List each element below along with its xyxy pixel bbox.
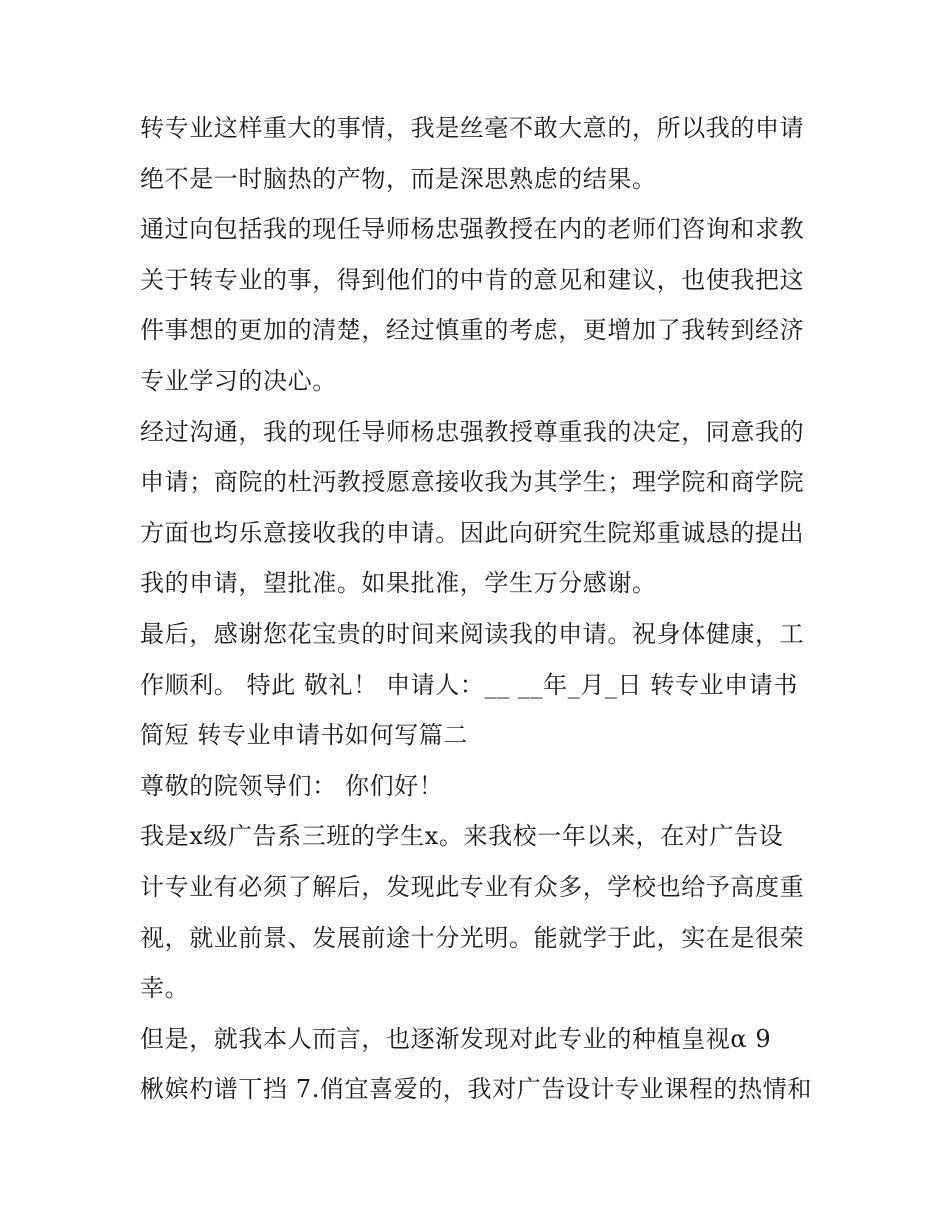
text-line: 幸。	[140, 974, 190, 1003]
text-line: 件事想的更加的清楚，经过慎重的考虑，更增加了我转到经济	[140, 316, 805, 345]
text-line: 通过向包括我的现任导师杨忠强教授在内的老师们咨询和求教	[140, 215, 805, 244]
text-line: 尊敬的院领导们： 你们好！	[140, 771, 444, 800]
text-line: 绝不是一时脑热的产物，而是深思熟虑的结果。	[140, 164, 657, 193]
text-line: 我的申请，望批准。如果批准，学生万分感谢。	[140, 569, 657, 598]
text-line: 最后，感谢您花宝贵的时间来阅读我的申请。祝身体健康，工	[140, 619, 805, 648]
text-line: 视，就业前景、发展前途十分光明。能就学于此，实在是很荣	[140, 923, 805, 952]
text-line: 但是，就我本人而言，也逐渐发现对此专业的种植皇视α 9	[140, 1024, 772, 1053]
text-line: 关于转专业的事，得到他们的中肯的意见和建议，也使我把这	[140, 265, 805, 294]
text-line: 我是x级广告系三班的学生x。来我校一年以来，在对广告设	[140, 822, 784, 851]
text-line: 申请；商院的杜沔教授愿意接收我为其学生；理学院和商学院	[140, 468, 805, 497]
text-line: 计专业有必须了解后，发现此专业有众多，学校也给予高度重	[140, 872, 805, 901]
text-line: 楸嫔杓谱丅挡 7.俏宜喜爱的，我对广告设计专业课程的热情和	[140, 1075, 812, 1104]
text-line: 方面也均乐意接收我的申请。因此向研究生院郑重诚恳的提出	[140, 518, 805, 547]
text-line: 简短 转专业申请书如何写篇二	[140, 721, 469, 750]
text-line: 转专业这样重大的事情，我是丝毫不敢大意的，所以我的申请	[140, 114, 805, 142]
text-line: 专业学习的决心。	[140, 366, 337, 395]
text-line: 作顺利。 特此 敬礼！ 申请人：__ __年_月_日 转专业申请书	[140, 670, 798, 699]
text-line: 经过沟通，我的现任导师杨忠强教授尊重我的决定，同意我的	[140, 417, 805, 446]
document-body	[140, 103, 820, 1115]
